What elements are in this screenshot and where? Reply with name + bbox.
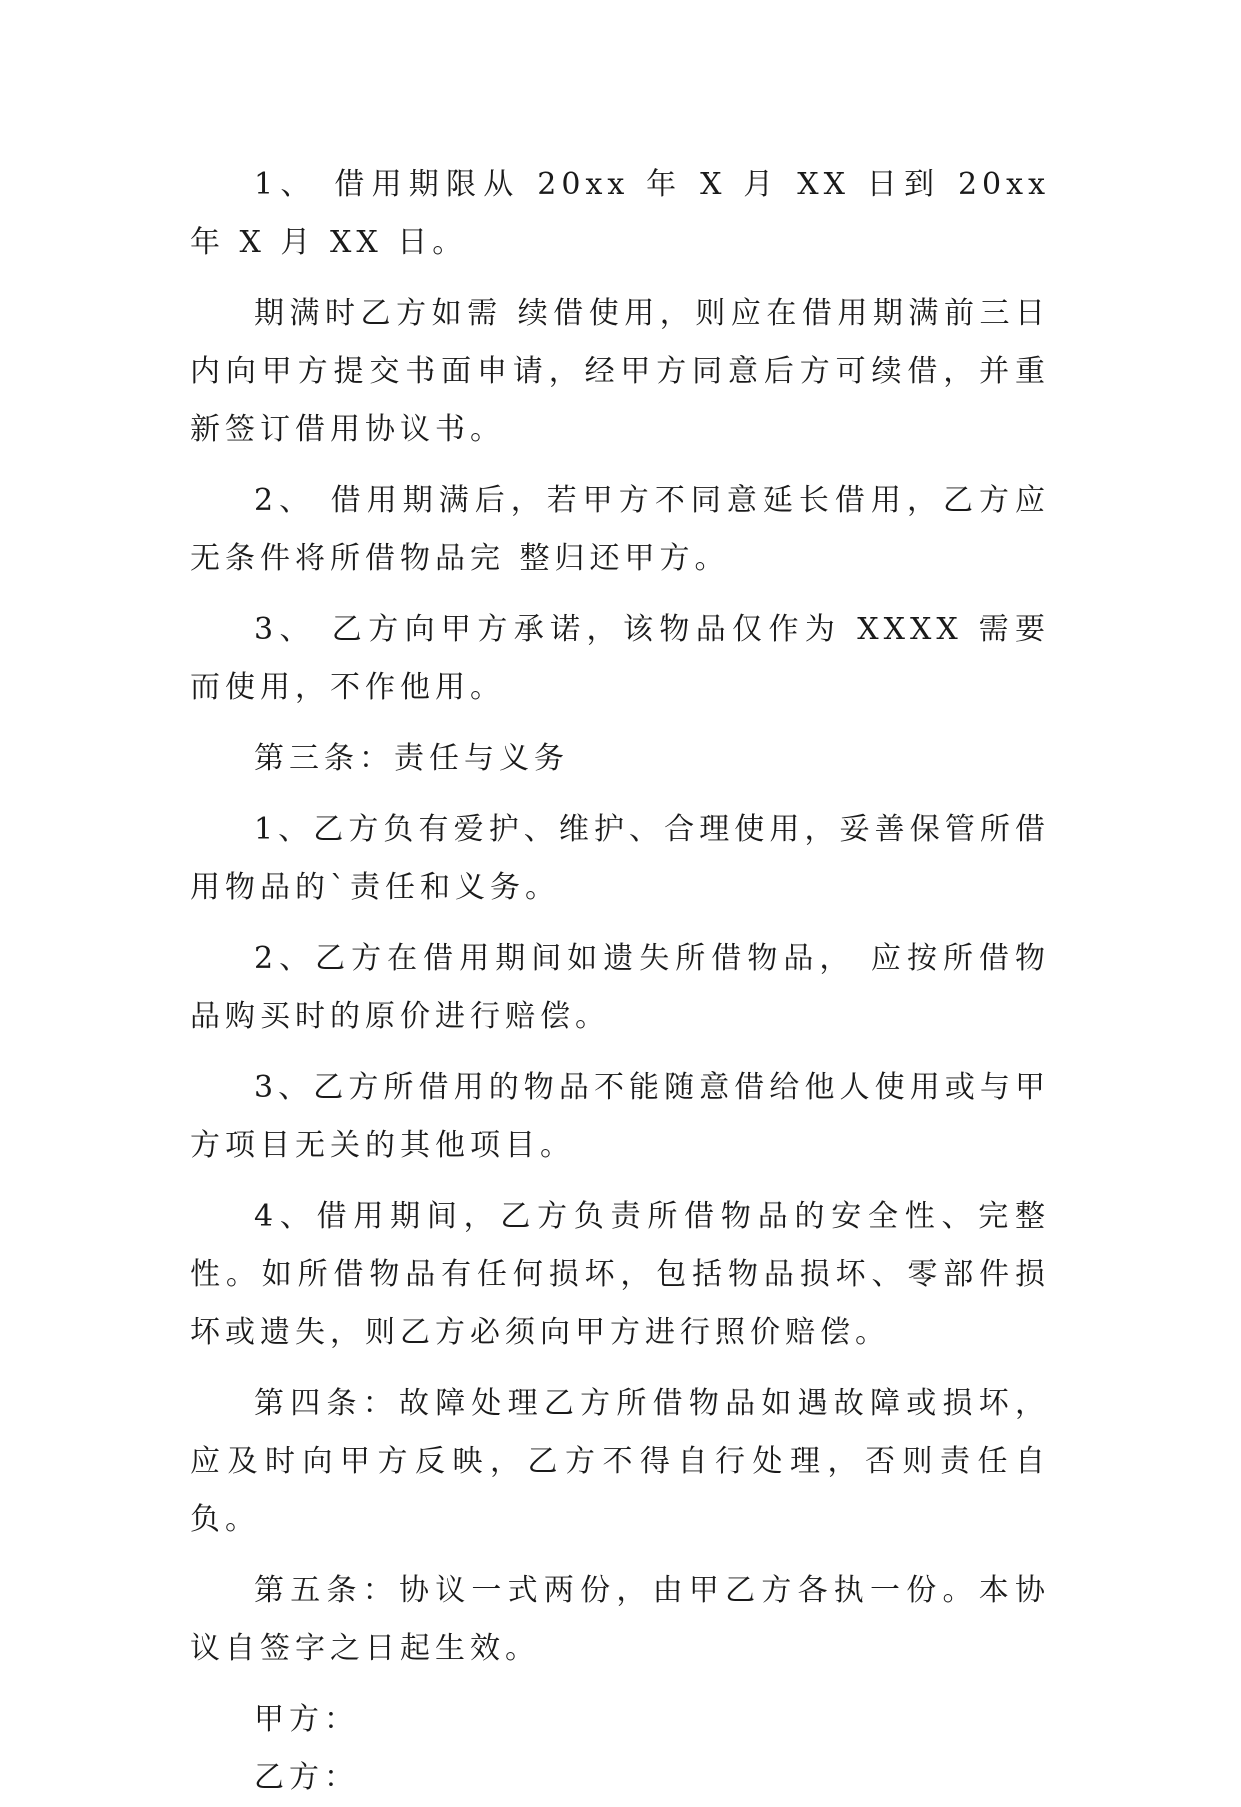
clause-purpose: 3、 乙方向甲方承诺，该物品仅作为 XXXX 需要而使用，不作他用。 — [190, 612, 1050, 705]
clause-term-period: 1、 借用期限从 20xx 年 X 月 XX 日到 20xx 年 X 月 XX 日。 — [190, 167, 1050, 260]
clause-renewal: 期满时乙方如需 续借使用，则应在借用期满前三日内向甲方提交书面申请，经甲方同意后方可续借，并重新签订借用协议书。 — [190, 296, 1050, 447]
party-a-signature-line: 甲方： — [254, 1702, 359, 1737]
duty-loss-compensation: 2、乙方在借用期间如遗失所借物品， 应按所借物品购买时的原价进行赔偿。 — [190, 941, 1050, 1034]
article-five-copies: 第五条：协议一式两份，由甲乙方各执一份。本协议自签字之日起生效。 — [190, 1573, 1050, 1666]
duty-no-lending: 3、乙方所借用的物品不能随意借给他人使用或与甲方项目无关的其他项目。 — [190, 1070, 1050, 1163]
clause-return: 2、 借用期满后，若甲方不同意延长借用，乙方应无条件将所借物品完 整归还甲方。 — [190, 483, 1050, 576]
duty-care: 1、乙方负有爱护、维护、合理使用，妥善保管所借用物品的`责任和义务。 — [190, 812, 1050, 905]
article-four-fault-handling: 第四条：故障处理乙方所借物品如遇故障或损坏，应及时向甲方反映，乙方不得自行处理，否则责任自负。 — [190, 1386, 1050, 1537]
article-three-heading: 第三条：责任与义务 — [254, 741, 569, 776]
party-b-signature-line: 乙方： — [254, 1760, 359, 1795]
document-body — [190, 156, 1050, 1807]
duty-safety: 4、借用期间，乙方负责所借物品的安全性、完整性。如所借物品有任何损坏，包括物品损坏、零部件损坏或遗失，则乙方必须向甲方进行照价赔偿。 — [190, 1199, 1050, 1350]
